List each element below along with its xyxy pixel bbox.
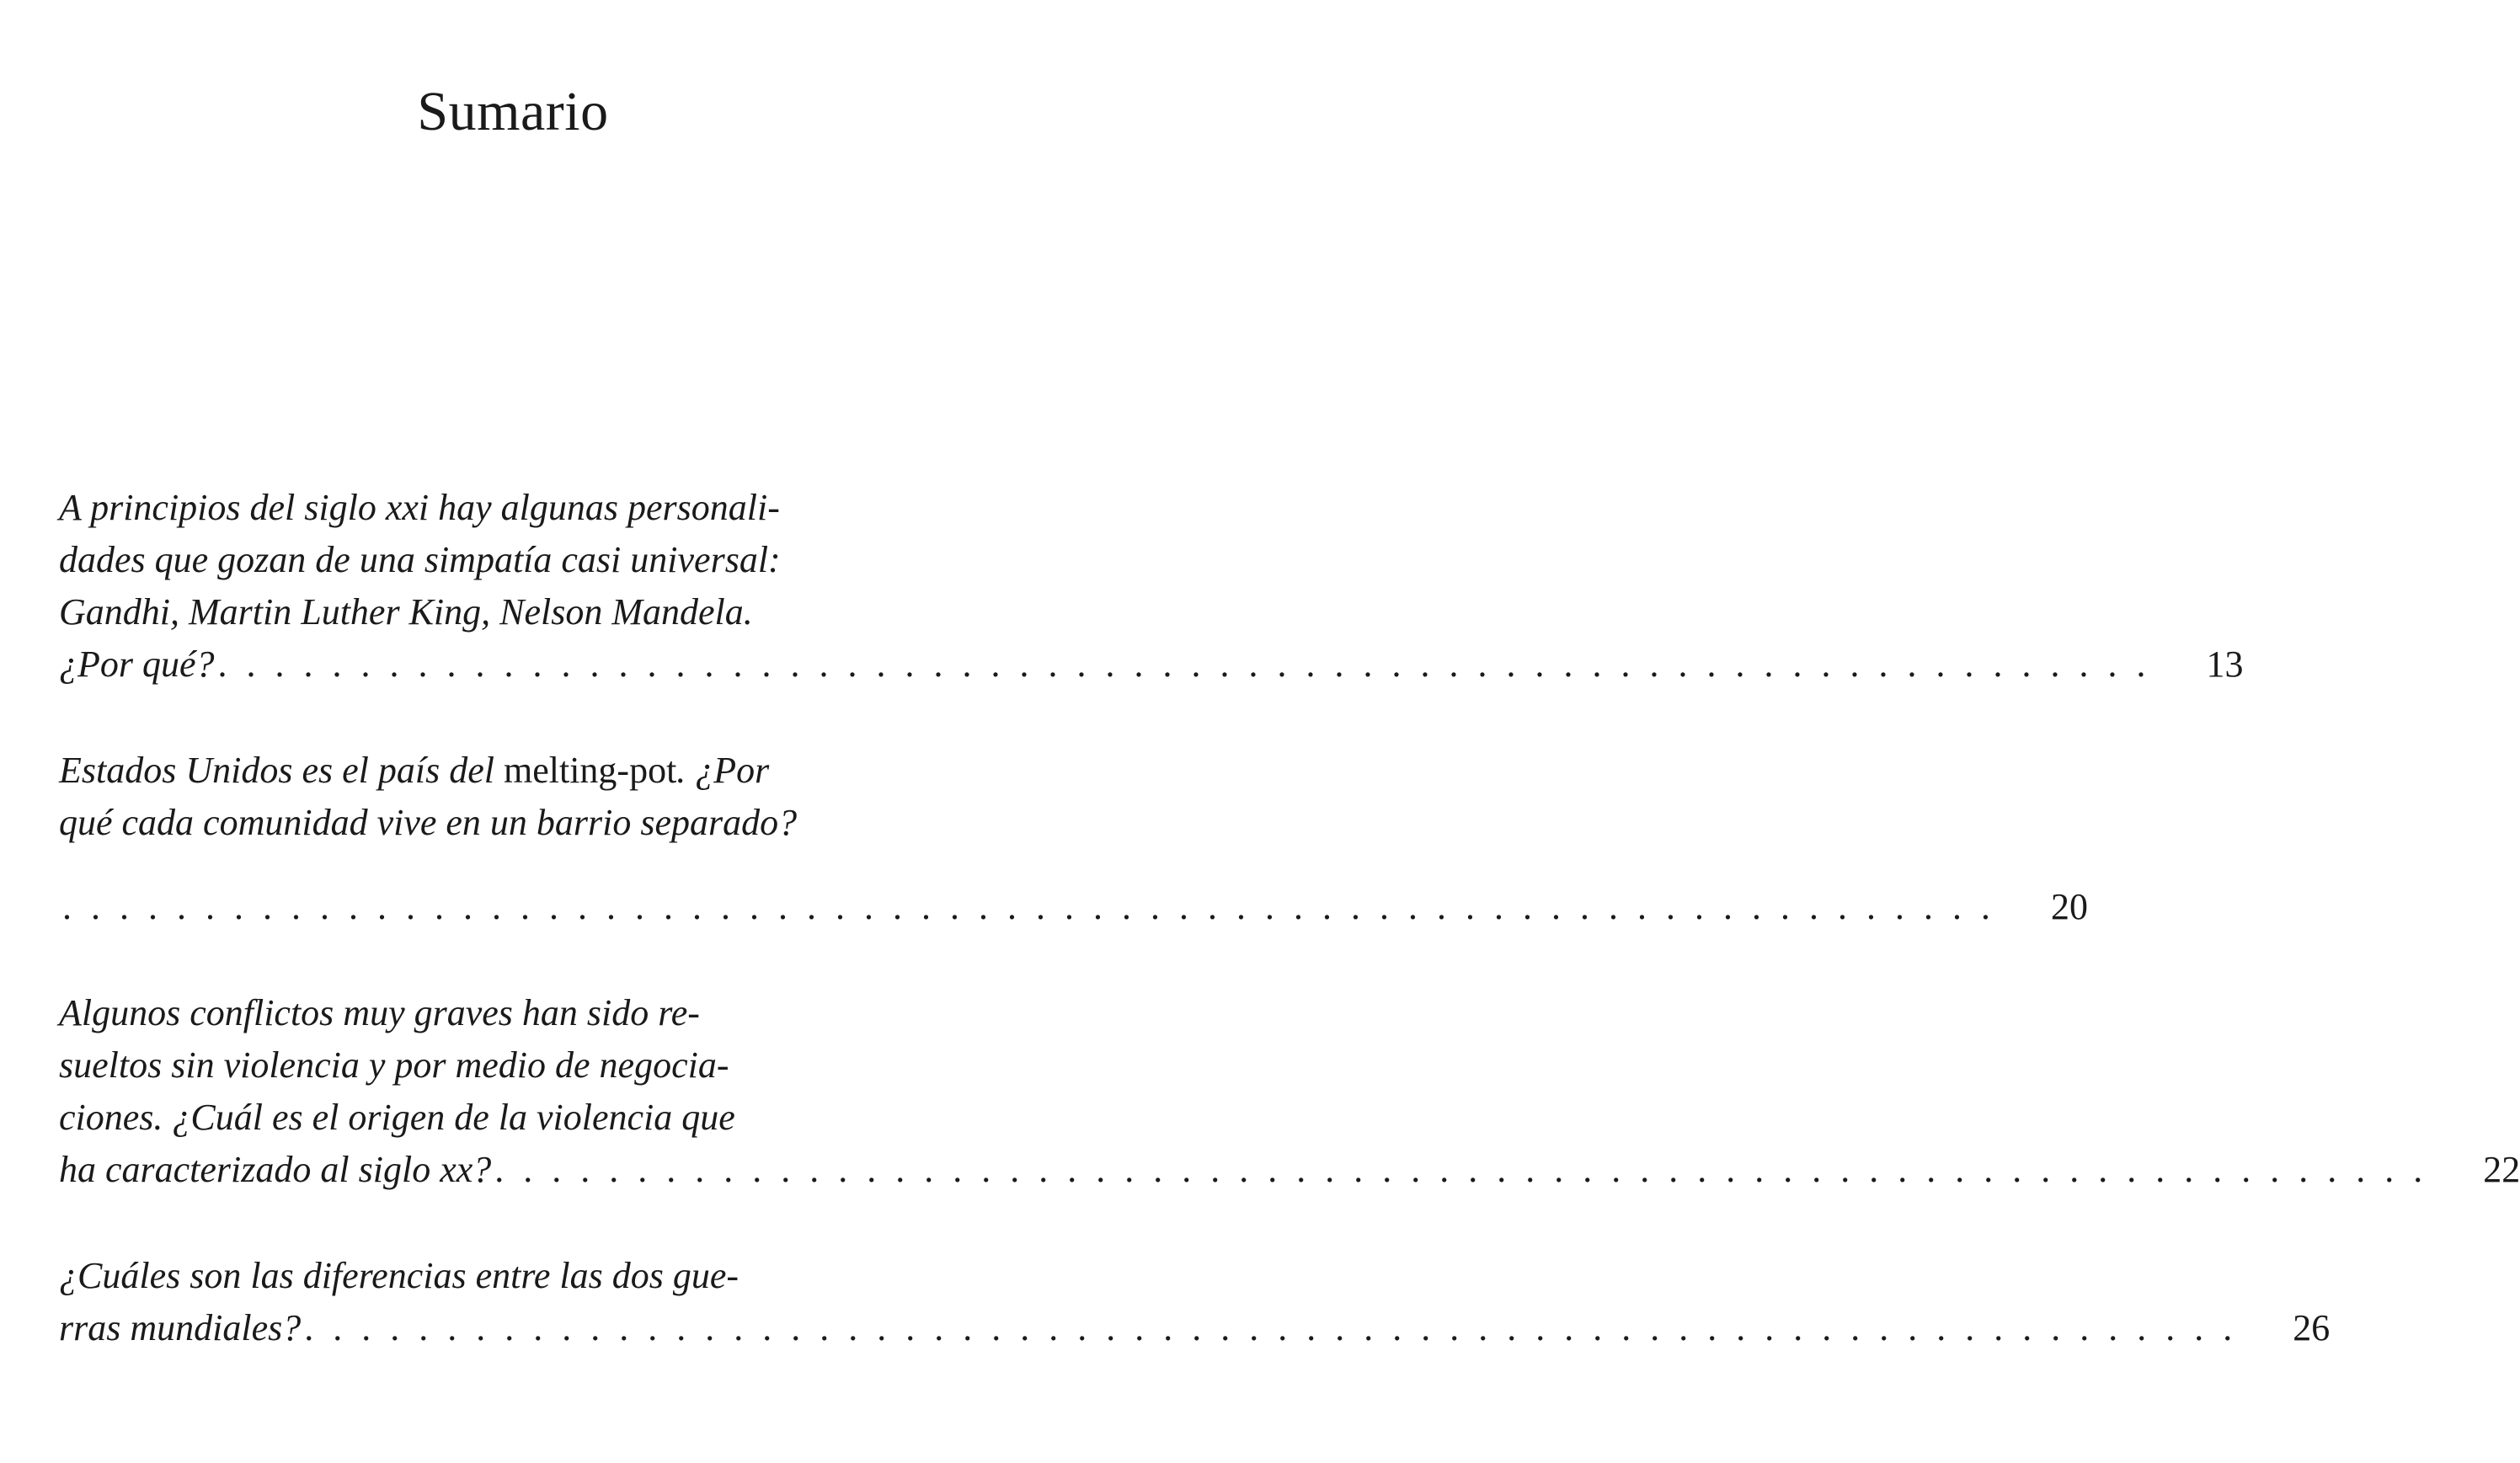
toc-entry-last-line: [59, 1144, 2520, 1196]
toc-entry-line: [59, 745, 855, 797]
toc-entry-line: Gandhi, Martin Luther King, Nelson Mandela.: [59, 591, 753, 633]
toc-entry[interactable]: [59, 1250, 2330, 1354]
toc-entry-last-line: [59, 638, 2244, 691]
toc-entry[interactable]: [59, 482, 2244, 691]
toc-page-number: 13: [2206, 643, 2244, 685]
toc-entry[interactable]: [59, 745, 2088, 933]
toc-entry-line: Algunos conflictos muy graves han sido re-: [59, 992, 700, 1033]
toc-entry-tail: ha caracterizado al siglo xx?: [59, 1149, 492, 1190]
table-of-contents: [59, 482, 2520, 1354]
toc-entry-tail: ¿Por qué?: [59, 643, 215, 685]
toc-entry-last-line: [59, 1302, 2330, 1354]
toc-page-number: 26: [2293, 1307, 2330, 1348]
dot-leader: . . . . . . . . . . . . . . . . . . . . . . . . . . . . . . . . . . . . . . . . . . . . . . . . . . . . . . . . . . . . . . . . . . . .: [494, 1149, 2428, 1190]
toc-entry-line: A principios del siglo xxi hay algunas personali-: [59, 487, 780, 528]
toc-page-number: 22: [2483, 1149, 2520, 1190]
toc-entry-text: . ¿Por: [676, 750, 770, 791]
dot-leader: . . . . . . . . . . . . . . . . . . . . . . . . . . . . . . . . . . . . . . . . . . . . . . . . . . . . . . . . . . . . . . . . . . . .: [62, 886, 1995, 927]
toc-entry-line: dades que gozan de una simpatía casi universal:: [59, 539, 781, 580]
page-title: Sumario: [417, 81, 609, 142]
toc-entry-last-line: [59, 881, 2088, 933]
dot-leader: . . . . . . . . . . . . . . . . . . . . . . . . . . . . . . . . . . . . . . . . . . . . . . . . . . . . . . . . . . . . . . . . . . . .: [217, 643, 2151, 685]
dot-leader: . . . . . . . . . . . . . . . . . . . . . . . . . . . . . . . . . . . . . . . . . . . . . . . . . . . . . . . . . . . . . . . . . . . .: [304, 1307, 2238, 1348]
toc-entry-line: ciones. ¿Cuál es el origen de la violencia que: [59, 1097, 735, 1138]
toc-page-number: 20: [2051, 886, 2088, 927]
toc-entry-upright-term: melting-pot: [503, 750, 677, 791]
toc-entry-line: sueltos sin violencia y por medio de negocia-: [59, 1044, 729, 1086]
toc-entry-tail: rras mundiales?: [59, 1307, 302, 1348]
toc-entry-line: ¿Cuáles son las diferencias entre las dos gue-: [59, 1255, 739, 1296]
toc-entry-text: Estados Unidos es el país del: [59, 750, 504, 791]
toc-entry[interactable]: [59, 987, 2520, 1196]
toc-entry-line: qué cada comunidad vive en un barrio separado?: [59, 802, 798, 843]
